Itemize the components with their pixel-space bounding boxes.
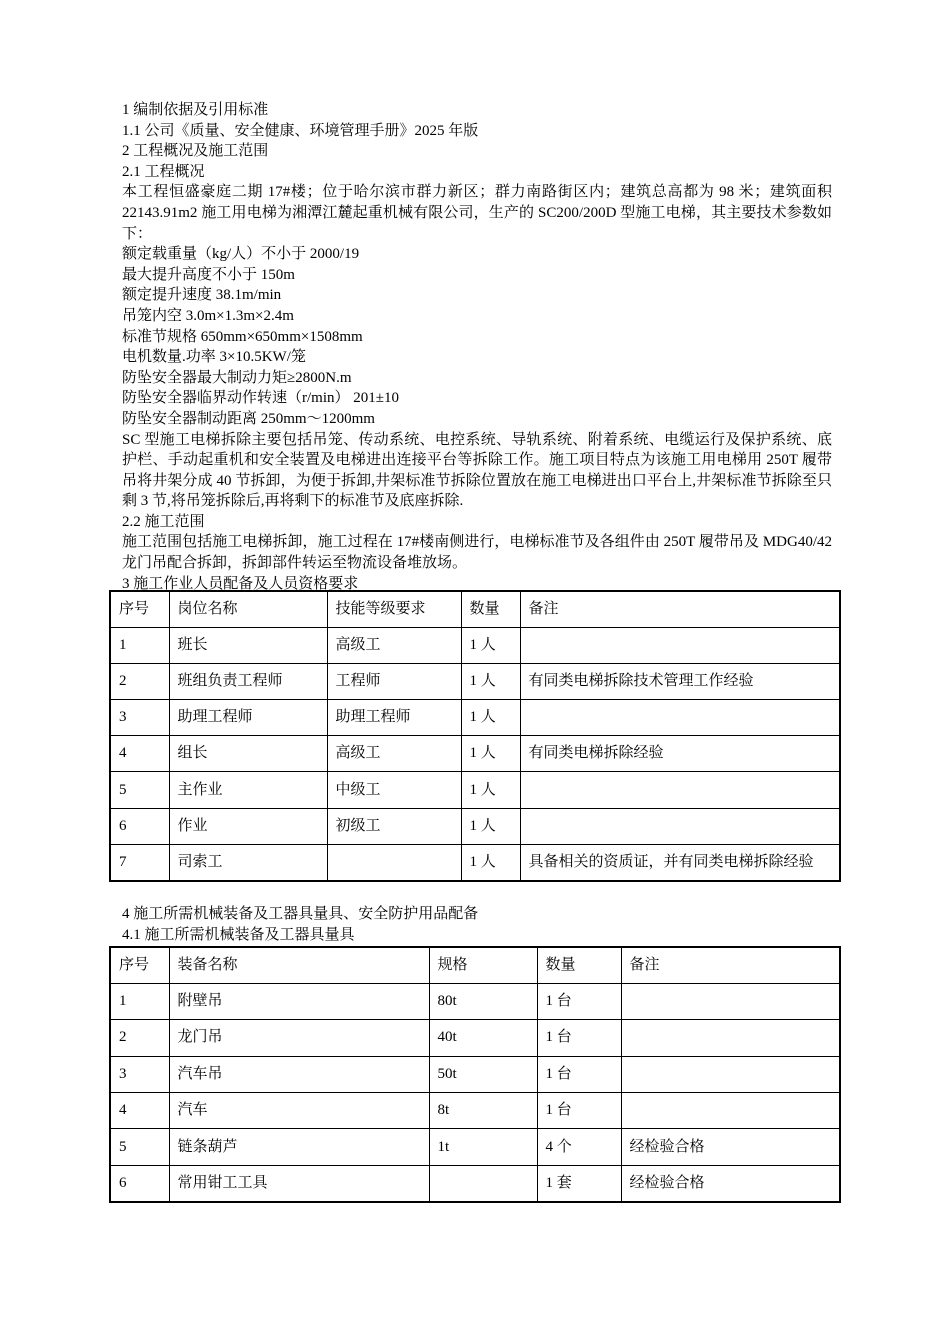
- header-cell: 备注: [520, 591, 840, 627]
- table-cell: 2: [110, 1020, 169, 1056]
- table-cell: 1: [110, 983, 169, 1019]
- table-cell: 附壁吊: [169, 983, 429, 1019]
- section-1-heading: 1 编制依据及引用标准: [122, 102, 269, 118]
- param-line: 最大提升高度不小于 150m: [122, 266, 295, 283]
- table-cell: [327, 844, 461, 880]
- header-cell: 备注: [621, 947, 840, 983]
- table-cell: 5: [110, 1129, 169, 1165]
- table-cell: 1 台: [537, 1056, 621, 1092]
- header-cell: 序号: [110, 947, 169, 983]
- section-1-1-heading: 1.1 公司《质量、安全健康、环境管理手册》2025 年版: [122, 122, 479, 139]
- table-cell: [621, 1093, 840, 1129]
- table-cell: 1 人: [461, 736, 520, 772]
- header-cell: 数量: [461, 591, 520, 627]
- table-row: [110, 772, 840, 808]
- table-cell: 3: [110, 1056, 169, 1092]
- staff-table: [109, 590, 841, 882]
- section-3-heading: 3 施工作业人员配备及人员资格要求: [122, 575, 359, 592]
- table-cell: 4: [110, 1093, 169, 1129]
- table-cell: 高级工: [327, 736, 461, 772]
- table-cell: 工程师: [327, 663, 461, 699]
- param-line: 标准节规格 650mm×650mm×1508mm: [122, 328, 363, 345]
- table-cell: 1 人: [461, 663, 520, 699]
- table-cell: [520, 627, 840, 663]
- table-cell: 汽车吊: [169, 1056, 429, 1092]
- header-cell: 装备名称: [169, 947, 429, 983]
- table-row: [110, 1165, 840, 1201]
- table-cell: 7: [110, 844, 169, 880]
- table-row: [110, 736, 840, 772]
- table-cell: [429, 1165, 537, 1201]
- param-line: 额定提升速度 38.1m/min: [122, 287, 282, 304]
- table-cell: 1 人: [461, 772, 520, 808]
- header-cell: 技能等级要求: [327, 591, 461, 627]
- table-header-row: [110, 947, 840, 983]
- table-cell: 经检验合格: [621, 1165, 840, 1201]
- table-cell: 有同类电梯拆除经验: [520, 736, 840, 772]
- table-cell: 具备相关的资质证，并有同类电梯拆除经验: [520, 844, 840, 880]
- param-line: 吊笼内空 3.0m×1.3m×2.4m: [122, 307, 294, 324]
- table-cell: 8t: [429, 1093, 537, 1129]
- table-cell: 常用钳工工具: [169, 1165, 429, 1201]
- table-cell: 1: [110, 627, 169, 663]
- table-row: [110, 983, 840, 1019]
- table-cell: 主作业: [169, 772, 327, 808]
- table-cell: 5: [110, 772, 169, 808]
- table-header-row: [110, 591, 840, 627]
- table-cell: 司索工: [169, 844, 327, 880]
- scope-paragraph: 施工范围包括施工电梯拆卸，施工过程在 17#楼南侧进行，电梯标准节及各组件由 250T 履带吊及 MDG40/42 龙门吊配合拆卸，拆卸部件转运至物流设备堆放场。: [122, 534, 832, 572]
- table-cell: 1t: [429, 1129, 537, 1165]
- table-cell: 助理工程师: [169, 700, 327, 736]
- section-4-heading: 4 施工所需机械装备及工器具量具、安全防护用品配备: [122, 906, 479, 922]
- table-cell: 1 台: [537, 1020, 621, 1056]
- header-cell: 数量: [537, 947, 621, 983]
- header-cell: 规格: [429, 947, 537, 983]
- table-cell: 1 台: [537, 983, 621, 1019]
- table-cell: 汽车: [169, 1093, 429, 1129]
- section-2-heading: 2 工程概况及施工范围: [122, 143, 269, 160]
- table-cell: 有同类电梯拆除技术管理工作经验: [520, 663, 840, 699]
- table-cell: 班组负责工程师: [169, 663, 327, 699]
- table-cell: 1 台: [537, 1093, 621, 1129]
- table-cell: [520, 700, 840, 736]
- param-line: 防坠安全器最大制动力矩≥2800N.m: [122, 369, 352, 386]
- dismantle-paragraph: SC 型施工电梯拆除主要包括吊笼、传动系统、电控系统、导轨系统、附着系统、电缆运行及保护系统、底护栏、手动起重机和安全装置及电梯进出连接平台等拆除工作。施工项目特点为该施工用电梯用 250T 履带吊将井架分成 40 节拆卸，为便于拆卸,井架标准节拆除位置放在施工电梯进出口平台上,井架标准节拆除至只剩 3 节,将吊笼拆除后,再将剩下的标准节及底座拆除.: [122, 431, 832, 510]
- table-cell: [520, 772, 840, 808]
- table-cell: [621, 983, 840, 1019]
- section-2-2-heading: 2.2 施工范围: [122, 513, 205, 530]
- section-4-1-heading: 4.1 施工所需机械装备及工器具量具: [122, 926, 355, 943]
- table-cell: 4: [110, 736, 169, 772]
- table-cell: 50t: [429, 1056, 537, 1092]
- param-line: 防坠安全器制动距离 250mm～1200mm: [122, 410, 375, 427]
- table-row: [110, 1020, 840, 1056]
- table-cell: 3: [110, 700, 169, 736]
- header-cell: 岗位名称: [169, 591, 327, 627]
- overview-paragraph: 本工程恒盛豪庭二期 17#楼；位于哈尔滨市群力新区；群力南路街区内；建筑总高都为 98 米；建筑面积 22143.91m2 施工用电梯为湘潭江麓起重机械有限公司，生产的 SC200/200D 型施工电梯，其主要技术参数如下：: [122, 184, 832, 242]
- table-cell: [621, 1056, 840, 1092]
- param-line: 防坠安全器临界动作转速（r/min） 201±10: [122, 390, 399, 407]
- header-cell: 序号: [110, 591, 169, 627]
- param-line: 额定载重量（kg/人）不小于 2000/19: [122, 246, 360, 263]
- table-cell: 4 个: [537, 1129, 621, 1165]
- table-cell: 80t: [429, 983, 537, 1019]
- table-row: [110, 1056, 840, 1092]
- table-cell: 组长: [169, 736, 327, 772]
- table-cell: 经检验合格: [621, 1129, 840, 1165]
- section-4-headings: [122, 904, 832, 945]
- table-cell: 2: [110, 663, 169, 699]
- equipment-table: [109, 946, 841, 1203]
- table-cell: 初级工: [327, 808, 461, 844]
- table-row: [110, 1093, 840, 1129]
- table-cell: 班长: [169, 627, 327, 663]
- table-cell: 1 套: [537, 1165, 621, 1201]
- section-2-1-heading: 2.1 工程概况: [122, 163, 205, 180]
- param-line: 电机数量.功率 3×10.5KW/笼: [122, 349, 306, 366]
- table-row: [110, 663, 840, 699]
- table-cell: 中级工: [327, 772, 461, 808]
- table-cell: 1 人: [461, 844, 520, 880]
- table-cell: [520, 808, 840, 844]
- table-cell: 链条葫芦: [169, 1129, 429, 1165]
- table-row: [110, 700, 840, 736]
- table-cell: 40t: [429, 1020, 537, 1056]
- table-cell: 1 人: [461, 627, 520, 663]
- table-cell: 助理工程师: [327, 700, 461, 736]
- table-cell: 作业: [169, 808, 327, 844]
- intro-text: [122, 100, 832, 594]
- table-cell: 1 人: [461, 700, 520, 736]
- table-cell: 6: [110, 1165, 169, 1201]
- table-cell: 龙门吊: [169, 1020, 429, 1056]
- table-row: [110, 627, 840, 663]
- table-row: [110, 844, 840, 880]
- table-row: [110, 1129, 840, 1165]
- table-cell: [621, 1020, 840, 1056]
- table-cell: 高级工: [327, 627, 461, 663]
- table-cell: 6: [110, 808, 169, 844]
- table-cell: 1 人: [461, 808, 520, 844]
- table-row: [110, 808, 840, 844]
